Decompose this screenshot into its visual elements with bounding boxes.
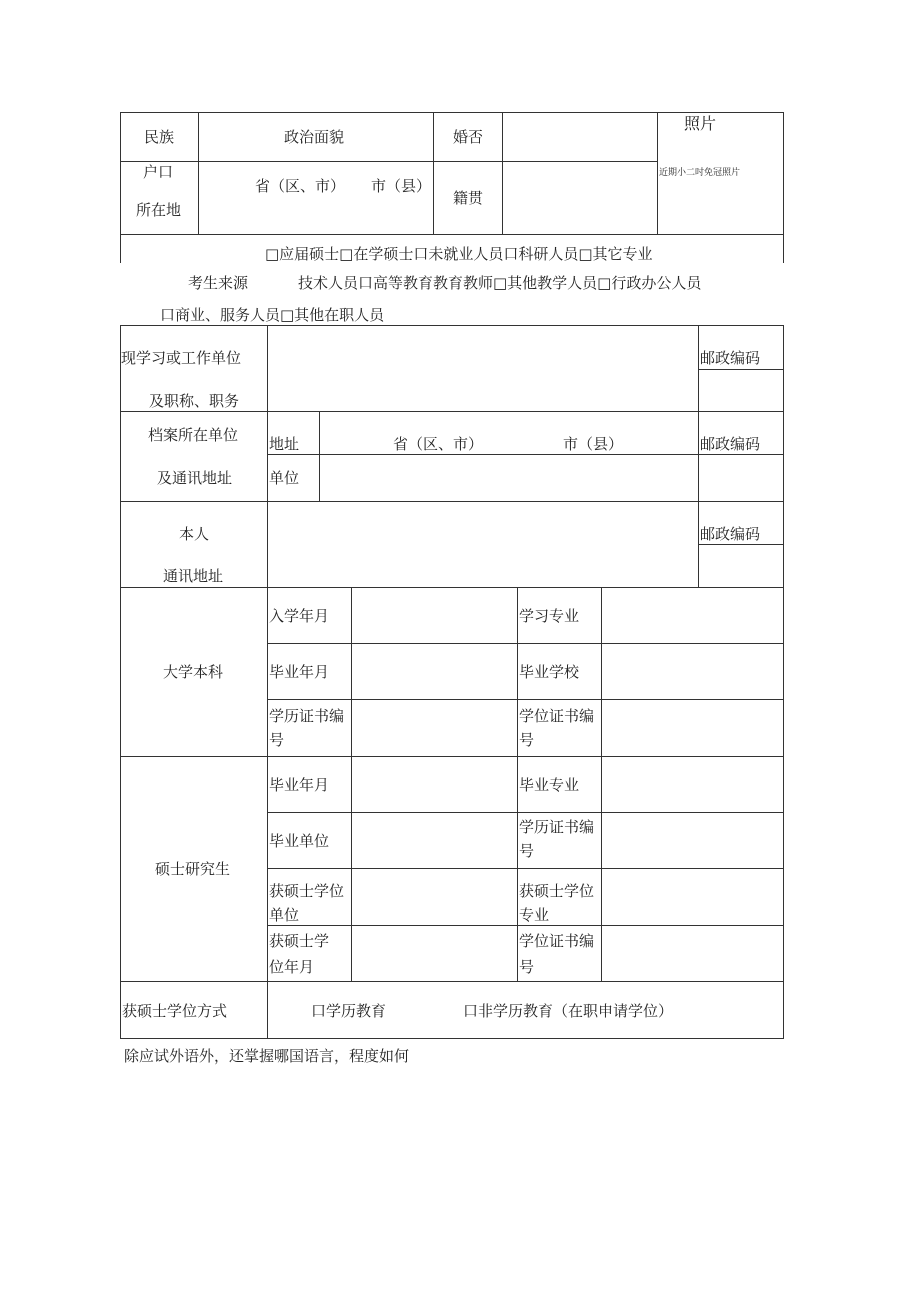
master-cert-label-2: 号 xyxy=(519,842,535,860)
line xyxy=(267,812,784,813)
line xyxy=(267,454,784,455)
line xyxy=(120,234,784,235)
candidate-source-line-3: 口商业、服务人员□其他在职人员 xyxy=(160,306,385,324)
degree-method-option-1[interactable]: 口学历教育 xyxy=(311,1002,387,1020)
candidate-source-label: 考生来源 xyxy=(188,274,249,292)
master-grad-major-label: 毕业专业 xyxy=(519,776,580,794)
line xyxy=(120,112,121,263)
hukou-label-2: 所在地 xyxy=(136,201,182,219)
work-postcode-label: 邮政编码 xyxy=(700,349,761,367)
master-degree-unit-label: 获硕士学位 xyxy=(269,882,345,900)
master-degree-major-label: 获硕士学位 xyxy=(519,882,595,900)
native-place-label: 籍贯 xyxy=(453,189,484,207)
undergrad-cert-label-2: 号 xyxy=(269,731,285,749)
undergrad-degree-label-2: 号 xyxy=(519,731,535,749)
line xyxy=(433,112,434,234)
line xyxy=(351,587,352,981)
photo-note: 近期小二吋免冠照片 xyxy=(659,168,741,178)
line xyxy=(267,699,784,700)
master-degree-cert-label-2: 号 xyxy=(519,958,535,976)
master-grad-date-label: 毕业年月 xyxy=(269,776,330,794)
personal-label: 本人 xyxy=(179,525,210,543)
line xyxy=(120,1038,784,1039)
master-degree-date-label: 获硕士学 xyxy=(269,932,330,950)
master-degree-unit-label-2: 单位 xyxy=(269,906,300,924)
archive-city: 市（县） xyxy=(563,435,624,453)
line xyxy=(198,112,199,234)
ethnicity-label: 民族 xyxy=(144,128,175,146)
undergrad-major-label: 学习专业 xyxy=(519,607,580,625)
line xyxy=(120,981,784,982)
photo-label: 照片 xyxy=(684,114,717,133)
undergrad-enroll-label: 入学年月 xyxy=(269,607,330,625)
line xyxy=(120,325,121,1039)
line xyxy=(120,501,784,502)
line xyxy=(502,112,503,234)
line xyxy=(267,925,784,926)
line xyxy=(120,756,784,757)
archive-postcode-label: 邮政编码 xyxy=(700,435,761,453)
work-unit-label: 现学习或工作单位 xyxy=(121,349,242,367)
political-status-label: 政治面貌 xyxy=(284,128,345,146)
line xyxy=(319,411,320,501)
personal-address-label: 通讯地址 xyxy=(163,567,224,585)
line xyxy=(120,161,657,162)
undergrad-cert-label: 学历证书编 xyxy=(269,707,345,725)
line xyxy=(120,112,784,113)
archive-province: 省（区、市） xyxy=(393,435,484,453)
line xyxy=(657,112,658,234)
archive-unit-field-label: 单位 xyxy=(269,469,300,487)
line xyxy=(601,587,602,981)
line xyxy=(120,411,784,412)
line xyxy=(120,325,784,326)
archive-address-field-label: 地址 xyxy=(269,435,300,453)
undergrad-label: 大学本科 xyxy=(163,663,224,681)
personal-postcode-label: 邮政编码 xyxy=(700,525,761,543)
undergrad-grad-date-label: 毕业年月 xyxy=(269,663,330,681)
master-degree-major-label-2: 专业 xyxy=(519,906,550,924)
master-cert-label: 学历证书编 xyxy=(519,818,595,836)
master-degree-date-label-2: 位年月 xyxy=(269,958,315,976)
master-degree-cert-label: 学位证书编 xyxy=(519,932,595,950)
marital-status-label: 婚否 xyxy=(453,128,484,146)
hukou-province: 省（区、市） xyxy=(255,177,346,195)
hukou-label: 户口 xyxy=(143,163,174,181)
degree-method-option-2[interactable]: 口非学历教育（在职申请学位） xyxy=(463,1002,674,1020)
language-question: 除应试外语外，还掌握哪国语言，程度如何 xyxy=(124,1047,410,1065)
line xyxy=(698,544,784,545)
hukou-city: 市（县） xyxy=(371,177,432,195)
archive-address-label: 及通讯地址 xyxy=(157,469,233,487)
candidate-source-line-1: □应届硕士□在学硕士口未就业人员口科研人员□其它专业 xyxy=(265,245,653,263)
archive-unit-label: 档案所在单位 xyxy=(148,426,239,444)
line xyxy=(120,587,784,588)
line xyxy=(698,325,699,587)
work-title-label: 及职称、职务 xyxy=(149,392,240,410)
line xyxy=(698,369,784,370)
line xyxy=(267,868,784,869)
master-grad-unit-label: 毕业单位 xyxy=(269,832,330,850)
master-label: 硕士研究生 xyxy=(155,860,231,878)
line xyxy=(267,643,784,644)
line xyxy=(783,325,784,1039)
line xyxy=(783,112,784,263)
undergrad-degree-label: 学位证书编 xyxy=(519,707,595,725)
line xyxy=(267,325,268,1039)
candidate-source-line-2: 技术人员口高等教育教育教师□其他教学人员□行政办公人员 xyxy=(298,274,702,292)
undergrad-school-label: 毕业学校 xyxy=(519,663,580,681)
degree-method-label: 获硕士学位方式 xyxy=(122,1002,228,1020)
line xyxy=(517,587,518,981)
